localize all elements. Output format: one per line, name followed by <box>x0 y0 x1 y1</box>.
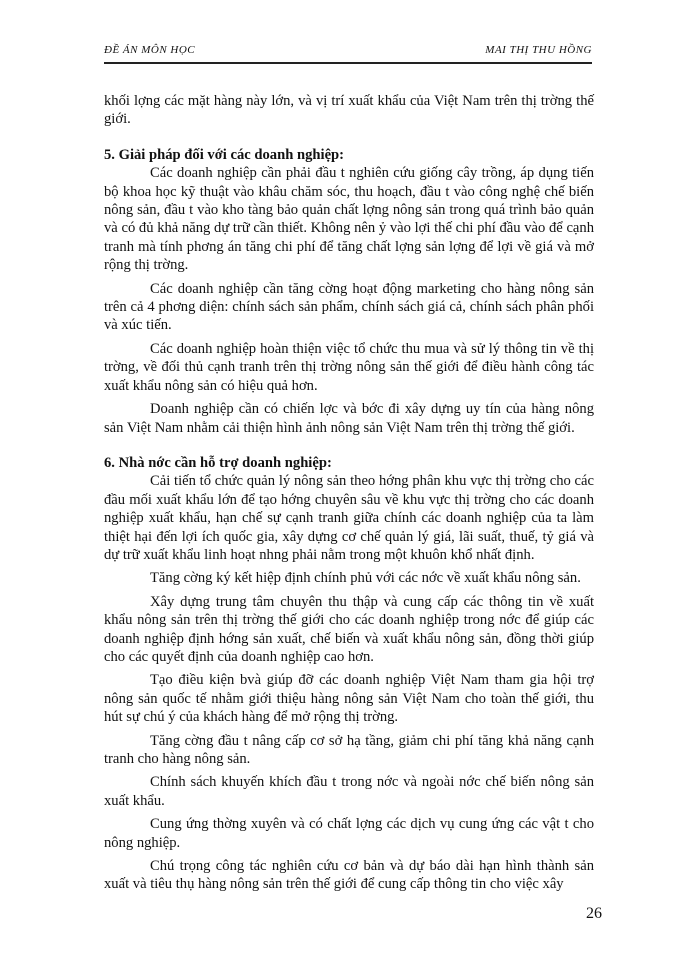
section-5-paragraph: Doanh nghiệp cần có chiến lợc và bớc đi xây dựng uy tín của hàng nông sản Việt Nam nhằm cải thiện hình ảnh nông sản Việt Nam trên thị trờng thế giới. <box>104 401 594 436</box>
section-5-heading: 5. Giải pháp đối với các doanh nghiệp: <box>104 146 345 163</box>
intro-paragraph: khối lợng các mặt hàng này lớn, và vị trí xuất khẩu của Việt Nam trên thị trờng thế giới. <box>104 93 594 128</box>
header-author: MAI THỊ THU HỒNG <box>485 44 592 56</box>
section-6-paragraph: Chính sách khuyến khích đầu t trong nớc và ngoài nớc chế biến nông sản xuất khẩu. <box>104 774 594 809</box>
section-6-paragraph: Tăng cờng đầu t nâng cấp cơ sở hạ tầng, giảm chi phí tăng khả năng cạnh tranh cho hàng nông sản. <box>104 732 594 767</box>
section-5-paragraph: Các doanh nghiệp hoàn thiện việc tổ chức thu mua và sử lý thông tin về thị trờng, về đối thủ cạnh tranh trên thị trờng nông sản thế giới để điều hành công tác xuất khẩu nông sản có hiệu quả hơn. <box>104 340 594 394</box>
section-6-paragraph: Tạo điều kiện bvà giúp đỡ các doanh nghiệp Việt Nam tham gia hội trợ nông sản quốc tế nhằm giới thiệu hàng nông sản Việt Nam cho toàn thế giới, thu hút sự chú ý của khách hàng để mở rộng thị trờng. <box>104 672 594 726</box>
page-number: 26 <box>586 905 602 922</box>
section-6-paragraph: Xây dựng trung tâm chuyên thu thập và cung cấp các thông tin về xuất khẩu nông sản trên thị trờng thế giới cho các doanh nghiệp trong nớc để giúp các doanh nghiệp định hớng sản xuất, chế biến và xuất khẩu nông sản, đồng thời giúp cho các quyết định của doanh nghiệp cao hơn. <box>104 593 594 665</box>
section-6-paragraph: Tăng cờng ký kết hiệp định chính phủ với các nớc về xuất khẩu nông sản. <box>150 570 581 587</box>
header-title: ĐỀ ÁN MÔN HỌC <box>104 44 196 56</box>
section-6-heading: 6. Nhà nớc cần hỗ trợ doanh nghiệp: <box>104 454 332 471</box>
section-6-paragraph: Cải tiến tổ chức quản lý nông sản theo hớng phân khu vực thị trờng cho các đầu mối xuất khẩu lớn để tạo hớng chuyên sâu về khu vực thị trờng cho các doanh nghiệp xuất khẩu, hạn chế sự cạnh tranh giữa chính các doanh nghiệp của ta làm thiệt hại đến lợi ích quốc gia, xây dựng cơ chế quản lý giá, lãi suất, thuế, tỷ giá và dự trữ xuất khẩu linh hoạt nhng phải nằm trong một khuôn khổ nhất định. <box>104 473 594 563</box>
section-6-paragraph: Chú trọng công tác nghiên cứu cơ bản và dự báo dài hạn hình thành sản xuất và tiêu thụ hàng nông sản trên thế giới để cung cấp thông tin cho việc xây <box>104 858 594 893</box>
section-6-paragraph: Cung ứng thờng xuyên và có chất lợng các dịch vụ cung ứng các vật t cho nông nghiệp. <box>104 816 594 851</box>
page-header <box>104 42 592 64</box>
section-5-paragraph: Các doanh nghiệp cần phải đầu t nghiên cứu giống cây trồng, áp dụng tiến bộ khoa học kỹ thuật vào khâu chăm sóc, thu hoạch, đầu t vào công nghệ chế biến nông sản, đầu t vào kho tàng bảo quản chất lợng nông sản trong quá trình bảo quản và có đủ khả năng dự trữ cần thiết. Không nên ỷ vào lợi thế chi phí đầu vào để cạnh tranh mà tính phơng án tăng chi phí để tăng chất lợng sản lợng để lợi về giá và mở rộng thị trờng. <box>104 165 594 274</box>
section-5-paragraph: Các doanh nghiệp cần tăng cờng hoạt động marketing cho hàng nông sản trên cả 4 phơng diện: chính sách sản phẩm, chính sách giá cả, chính sách phân phối và xúc tiến. <box>104 280 594 334</box>
document-body <box>104 92 594 894</box>
